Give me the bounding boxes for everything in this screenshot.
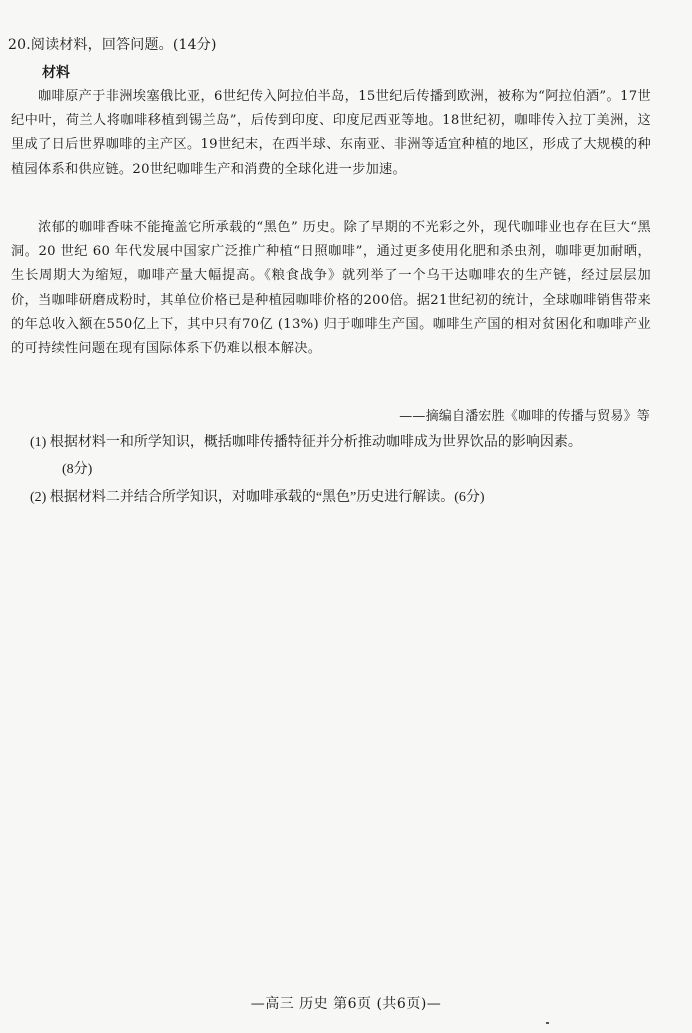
page-footer: —高三 历史 第6页 (共6页)— — [250, 996, 442, 1012]
sub-question-1-score: (8分) — [62, 462, 93, 477]
sub-question-2: (2) 根据材料二并结合所学知识，对咖啡承载的“黑色”历史进行解读。(6分) — [30, 490, 485, 505]
material-label: 材料 — [42, 65, 70, 81]
material-paragraph-1: 咖啡原产于非洲埃塞俄比亚，6世纪传入阿拉伯半岛，15世纪后传播到欧洲，被称为“阿拉伯酒”。17世纪中叶，荷兰人将咖啡移植到锡兰岛”，后传到印度、印度尼西亚等地。18世纪初，咖啡传入拉丁美洲，这里成了日后世界咖啡的主产区。19世纪末，在西半球、东南亚、非洲等适宜种植的地区，形成了大规模的种植园体系和供应链。20世纪咖啡生产和消费的全球化进一步加速。 — [11, 89, 651, 177]
scan-speck — [546, 1022, 549, 1024]
sub-question-1: (1) 根据材料一和所学知识，概括咖啡传播特征并分析推动咖啡成为世界饮品的影响因素。 — [30, 435, 582, 450]
material-source: ——摘编自潘宏胜《咖啡的传播与贸易》等 — [399, 409, 650, 424]
question-title: 20.阅读材料，回答问题。(14分) — [8, 37, 217, 53]
material-paragraph-2: 浓郁的咖啡香味不能掩盖它所承载的“黑色” 历史。除了早期的不光彩之外，现代咖啡业也存在巨大“黑洞。20 世纪 60 年代发展中国家广泛推广种植“日照咖啡”，通过更多使用化肥和杀虫剂，咖啡更加耐晒，生长周期大为缩短，咖啡产量大幅提高。《粮食战争》就列举了一个乌干达咖啡农的生产链，经过层层加价，当咖啡研磨成粉时，其单位价格已是种植园咖啡价格的200倍。据21世纪初的统计，全球咖啡销售带来的年总收入额在550亿上下，其中只有70亿 (13%) 归于咖啡生产国。咖啡生产国的相对贫困化和咖啡产业的可持续性问题在现有国际体系下仍难以根本解决。 — [11, 220, 651, 357]
